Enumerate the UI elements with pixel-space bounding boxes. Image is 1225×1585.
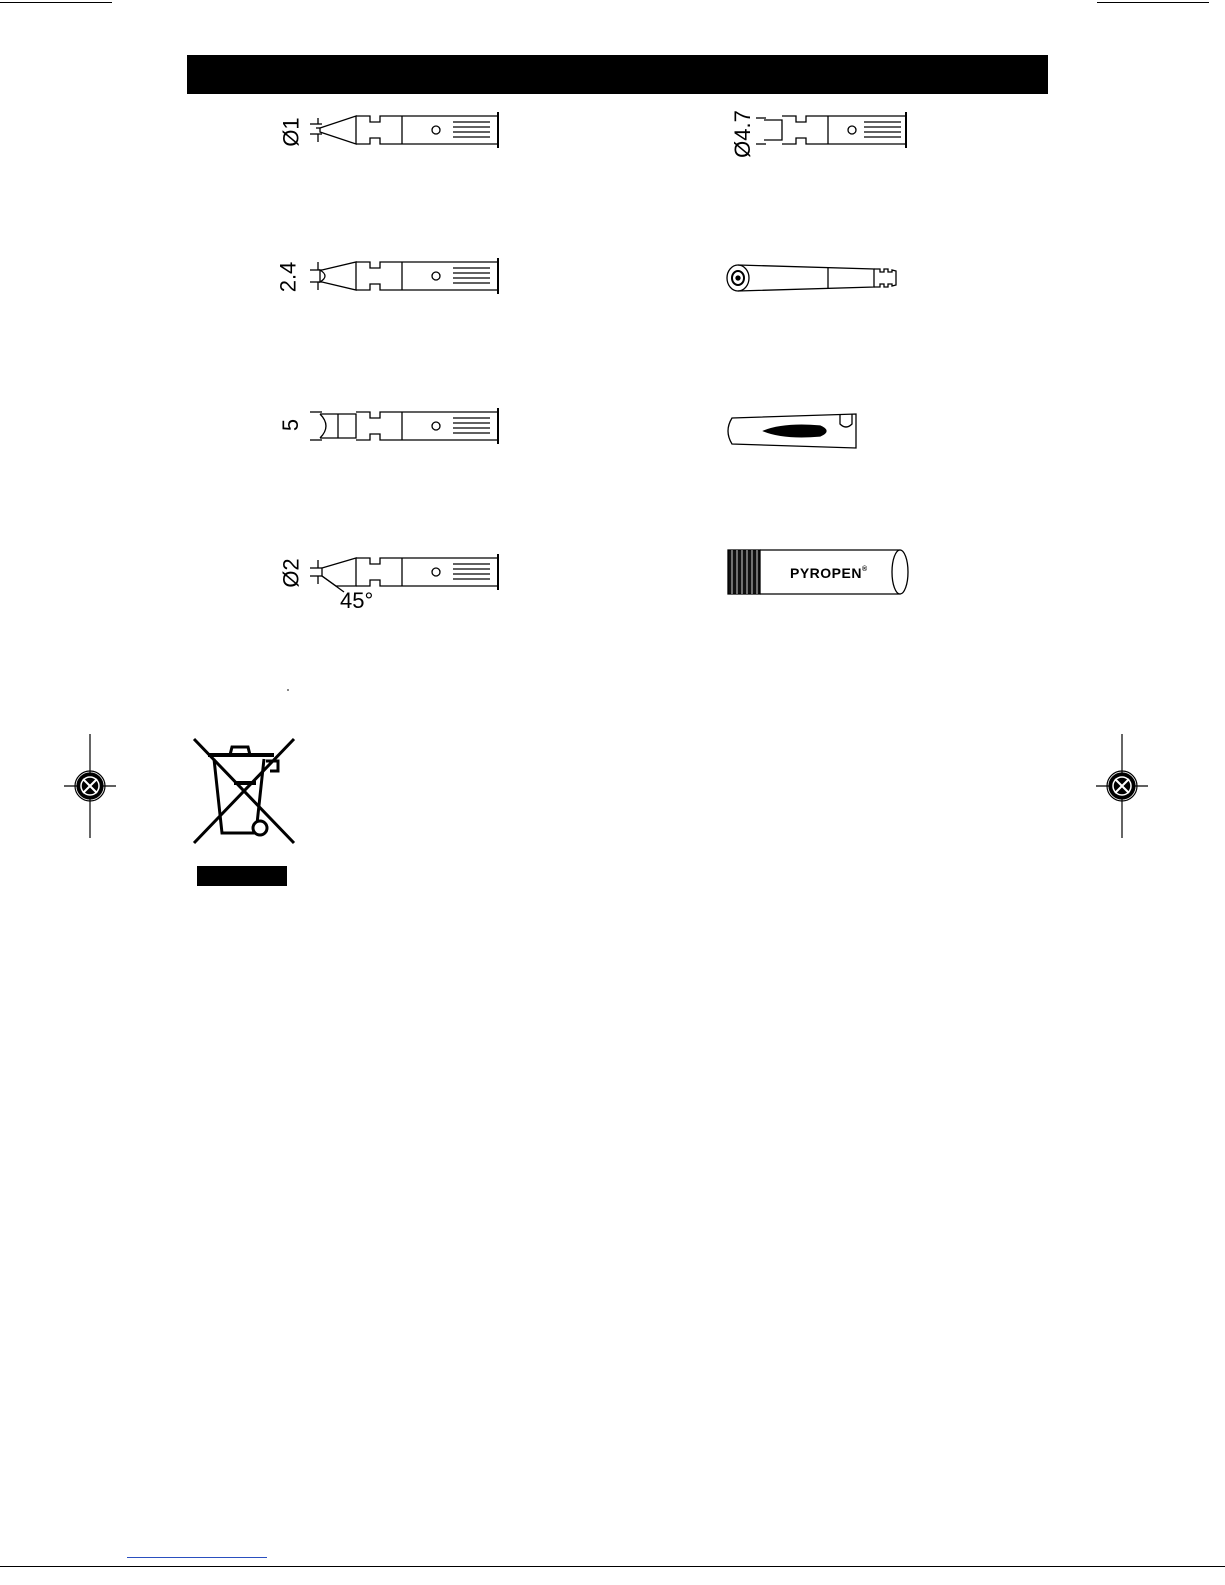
- cap-brand-label: [790, 566, 868, 580]
- tip-1-dimension-label: Ø1: [278, 117, 304, 147]
- section-header-bar: [187, 55, 1048, 94]
- tip-3-drawing: [310, 396, 540, 456]
- tip-5-dimension-label: Ø4.7: [729, 110, 755, 158]
- stray-dot: [287, 689, 289, 691]
- weee-underbar: [197, 866, 287, 886]
- footer-trim-line: [0, 1566, 1225, 1567]
- tip-4-angle-label: 45°: [340, 588, 374, 613]
- tip-3-dimension-label: 5: [278, 418, 304, 432]
- cap-brand-text: PYROPEN: [790, 565, 862, 581]
- registration-mark-left-icon: [64, 734, 116, 838]
- deflector-drawing: [724, 410, 864, 452]
- registration-mark-right-icon: [1096, 734, 1148, 838]
- burner-tube-drawing: [724, 258, 904, 298]
- tip-4-dimension-label: Ø2: [278, 558, 304, 588]
- trim-mark-top-left: [0, 2, 112, 3]
- cap-brand-mark: ®: [861, 566, 868, 573]
- footer-link-underline: [127, 1557, 267, 1558]
- tip-2-dimension-label: 2.4: [275, 261, 301, 293]
- tip-1-drawing: [310, 100, 540, 160]
- weee-crossed-bin-icon: [190, 737, 298, 849]
- trim-mark-top-right: [1097, 2, 1209, 3]
- tip-5-drawing: [756, 100, 986, 160]
- tip-2-drawing: [310, 246, 540, 306]
